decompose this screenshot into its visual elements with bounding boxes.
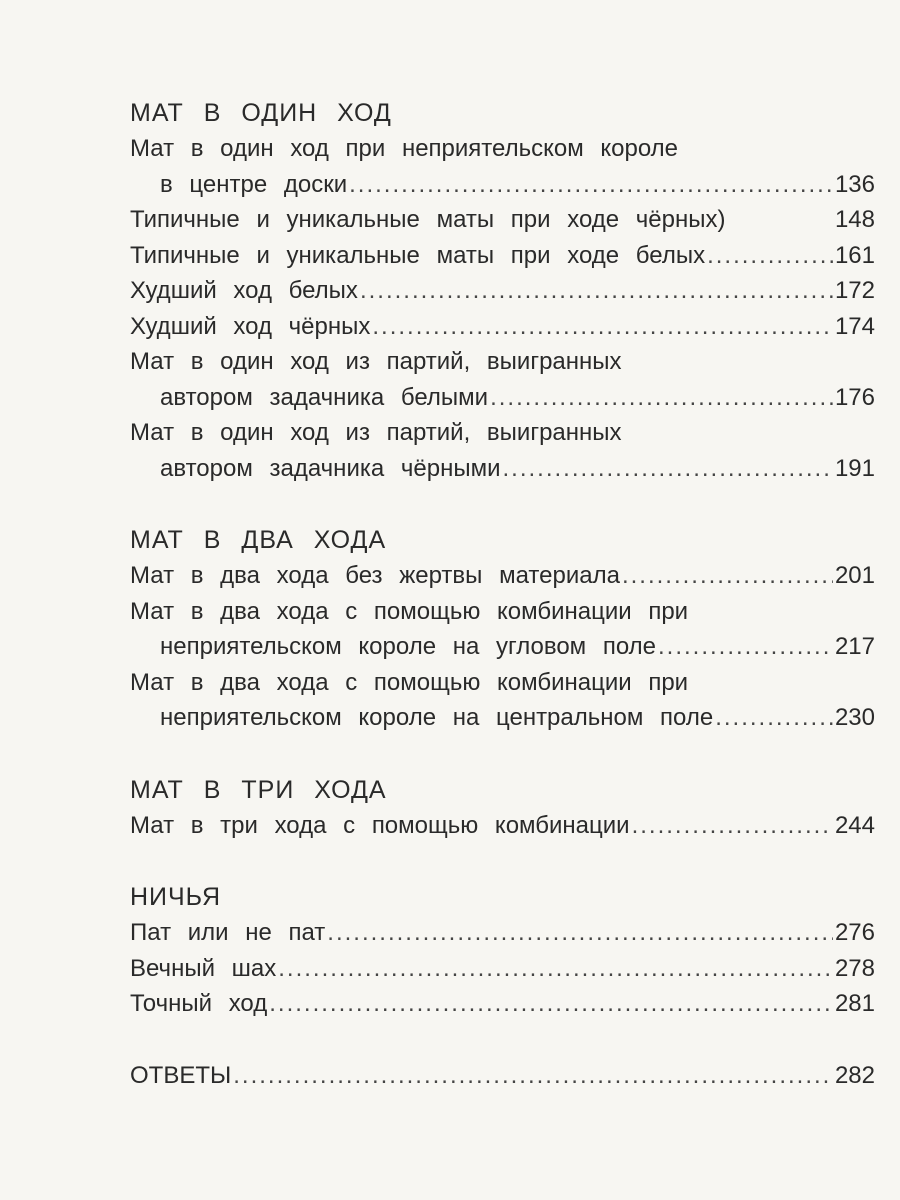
toc-entry[interactable]	[130, 167, 875, 203]
toc-section-mate-in-three	[130, 772, 875, 844]
toc-entry[interactable]	[130, 629, 875, 665]
page-number: 136	[834, 170, 875, 198]
dot-leader	[233, 1058, 833, 1094]
toc-section-mate-in-two	[130, 522, 875, 736]
toc-entry-title: Худший ход белых	[130, 277, 358, 304]
page-number: 282	[834, 1061, 875, 1089]
toc-entry-line1: Мат в два хода с помощью комбинации при	[130, 597, 689, 625]
page-number: 230	[834, 704, 875, 731]
toc-entry-answers[interactable]	[130, 1058, 875, 1094]
toc-entry-title: неприятельском короле на угловом поле	[160, 633, 656, 660]
toc-entry-line1: Мат в один ход из партий, выигранных	[130, 419, 622, 446]
toc-entry[interactable]	[130, 986, 875, 1022]
toc-entry[interactable]	[130, 558, 875, 594]
table-of-contents	[130, 95, 875, 1093]
toc-entry[interactable]	[130, 808, 875, 844]
toc-entry-title: Мат в два хода без жертвы материала	[130, 562, 620, 589]
toc-entry-title: Точный ход	[130, 990, 268, 1017]
toc-entry[interactable]	[130, 700, 875, 736]
toc-entry-title: в центре доски	[160, 170, 348, 198]
section-heading: МАТ В ОДИН ХОД	[130, 99, 392, 127]
toc-entry-line1: Мат в два хода с помощью комбинации при	[130, 668, 689, 696]
page-number: 244	[834, 811, 875, 839]
dot-leader	[622, 558, 833, 594]
toc-section-draw	[130, 879, 875, 1022]
dot-leader	[503, 451, 833, 487]
toc-entry[interactable]	[130, 951, 875, 987]
toc-entry-line1: Мат в один ход при неприятельском короле	[130, 135, 679, 162]
page-number: 176	[834, 383, 875, 411]
section-heading: НИЧЬЯ	[130, 883, 222, 911]
toc-entry-title: Типичные и уникальные маты при ходе чёрных)	[130, 206, 726, 233]
toc-entry[interactable]	[130, 451, 875, 487]
dot-leader	[349, 167, 833, 203]
toc-entry-line1: Мат в один ход из партий, выигранных	[130, 348, 622, 375]
toc-entry-title: Худший ход чёрных	[130, 312, 371, 340]
dot-leader	[269, 986, 833, 1022]
dot-leader	[490, 380, 833, 416]
page-number: 172	[834, 277, 875, 304]
dot-leader	[715, 700, 833, 736]
toc-entry-title: неприятельском короле на центральном поле	[160, 704, 714, 731]
toc-entry[interactable]	[130, 380, 875, 416]
toc-section-mate-in-one	[130, 95, 875, 486]
toc-entry[interactable]	[130, 202, 875, 238]
dot-leader	[360, 273, 833, 309]
toc-entry[interactable]	[130, 915, 875, 951]
toc-entry[interactable]	[130, 238, 875, 274]
toc-entry-title: Мат в три хода с помощью комбинации	[130, 811, 630, 839]
dot-leader	[658, 629, 833, 665]
dot-leader	[707, 238, 833, 274]
toc-entry-title: автором задачника белыми	[160, 383, 489, 411]
toc-entry-title: автором задачника чёрными	[160, 454, 501, 482]
section-heading: МАТ В ДВА ХОДА	[130, 526, 387, 554]
page-number: 217	[834, 633, 875, 660]
dot-leader	[278, 951, 833, 987]
page-number: 278	[834, 954, 875, 982]
page-number: 148	[834, 206, 875, 233]
dot-leader	[632, 808, 833, 844]
section-heading: МАТ В ТРИ ХОДА	[130, 775, 387, 804]
page-number: 201	[834, 562, 875, 589]
toc-entry-title: Пат или не пат	[130, 919, 326, 946]
page-number: 281	[834, 990, 875, 1017]
dot-leader	[327, 915, 833, 951]
page-number: 161	[834, 241, 875, 269]
page-number: 191	[834, 454, 875, 482]
page-number: 276	[834, 919, 875, 946]
toc-entry[interactable]	[130, 309, 875, 345]
toc-entry[interactable]	[130, 273, 875, 309]
toc-entry-title: ОТВЕТЫ	[130, 1061, 232, 1089]
toc-entry-title: Типичные и уникальные маты при ходе белых	[130, 241, 706, 269]
page-number: 174	[834, 312, 875, 340]
toc-entry-title: Вечный шах	[130, 954, 277, 982]
dot-leader	[372, 309, 833, 345]
